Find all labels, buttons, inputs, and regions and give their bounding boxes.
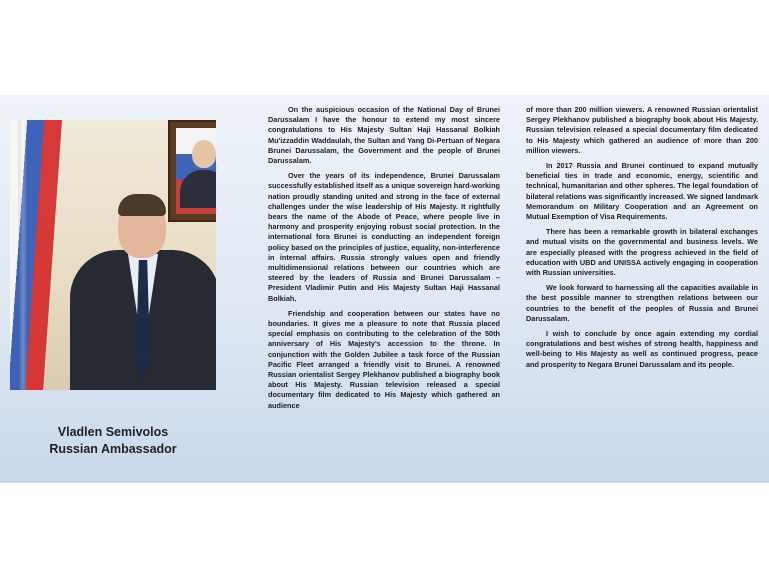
ambassador-photo (10, 120, 216, 390)
letter-column-2 (526, 105, 758, 375)
letter-column-1 (268, 105, 500, 416)
letter-paragraph: Over the years of its independence, Brunei Darussalam successfully established itself as a unique sovereign hard-working nation proudly standing united and strong in the face of external challenges under the wise leadership of His Majesty. It rightfully bears the name of the Abode of Peace, where people live in harmony and prosperity enjoying robust social protection. In the international fora Brunei is conducting an independent foreign policy based on the principles of justice, equality, non-interference in internal affairs. Russia strongly values open and friendly multidimensional relations between our countries which are steered by the leaders of Russia and Brunei Darussalam – President Vladimir Putin and His Majesty Sultan Haji Hassanal Bolkiah. (268, 171, 500, 303)
letter-paragraph: On the auspicious occasion of the National Day of Brunei Darussalam I have the honour to extend my most sincere congratulations to His Majesty Sultan Haji Hassanal Bolkiah Mu'izzaddin Waddaulah, the Sultan and Yang Di-Pertuan of Negara Brunei Darussalam, the Government and the people of Brunei Darussalam. (268, 105, 500, 166)
portrait-suit (180, 170, 216, 208)
portrait-head (192, 140, 216, 168)
ambassador-caption (10, 424, 216, 458)
letter-paragraph: There has been a remarkable growth in bilateral exchanges and mutual visits on the governmental and business levels. We are especially pleased with the progress achieved in the field of education with UBD and UNISSA actively engaging in cooperation with Russian universities. (526, 227, 758, 278)
letter-paragraph: Friendship and cooperation between our states have no boundaries. It gives me a pleasure to note that Russia placed special emphasis on contributing to the celebration of the 50th anniversary of His Majesty's accession to the throne. In conjunction with the Golden Jubilee a task force of the Russian Pacific Fleet arranged a friendly visit to Brunei. A renowned Russian orientalist Sergey Plekhanov published a biography book about His Majesty. Russian television released a special documentary film dedicated to His Majesty which gathered an audience (268, 308, 500, 410)
presidential-portrait-icon (168, 120, 216, 222)
ambassador-name: Vladlen Semivolos (57, 425, 169, 439)
ambassador-hair (118, 194, 166, 216)
letter-paragraph: I wish to conclude by once again extending my cordial congratulations and best wishes of strong health, happiness and well-being to His Majesty as well as continued progress, peace and prosperity to Negara Brunei Darussalam and its people. (526, 329, 758, 369)
ambassador-title: Russian Ambassador (49, 442, 177, 456)
letter-paragraph: In 2017 Russia and Brunei continued to expand mutually beneficial ties in trade and economic, energy, scientific and technical, humanitarian and other spheres. The legal foundation of bilateral relations was significantly increased. We signed landmark Memorandum on Military Cooperation and an Agreement on Mutual Exemption of Visa Requirements. (526, 161, 758, 222)
letter-paragraph: We look forward to harnessing all the capacities available in the best possible manner to strengthen relations between our countries to the benefit of the peoples of Russia and Brunei Darussalam. (526, 283, 758, 323)
flag-fold (18, 120, 28, 390)
letter-paragraph-continuation: of more than 200 million viewers. A renowned Russian orientalist Sergey Plekhanov published a biography book about His Majesty. Russian television released a special documentary film dedicated to His Majesty which gathered an audience of more than 200 million viewers. (526, 105, 758, 155)
